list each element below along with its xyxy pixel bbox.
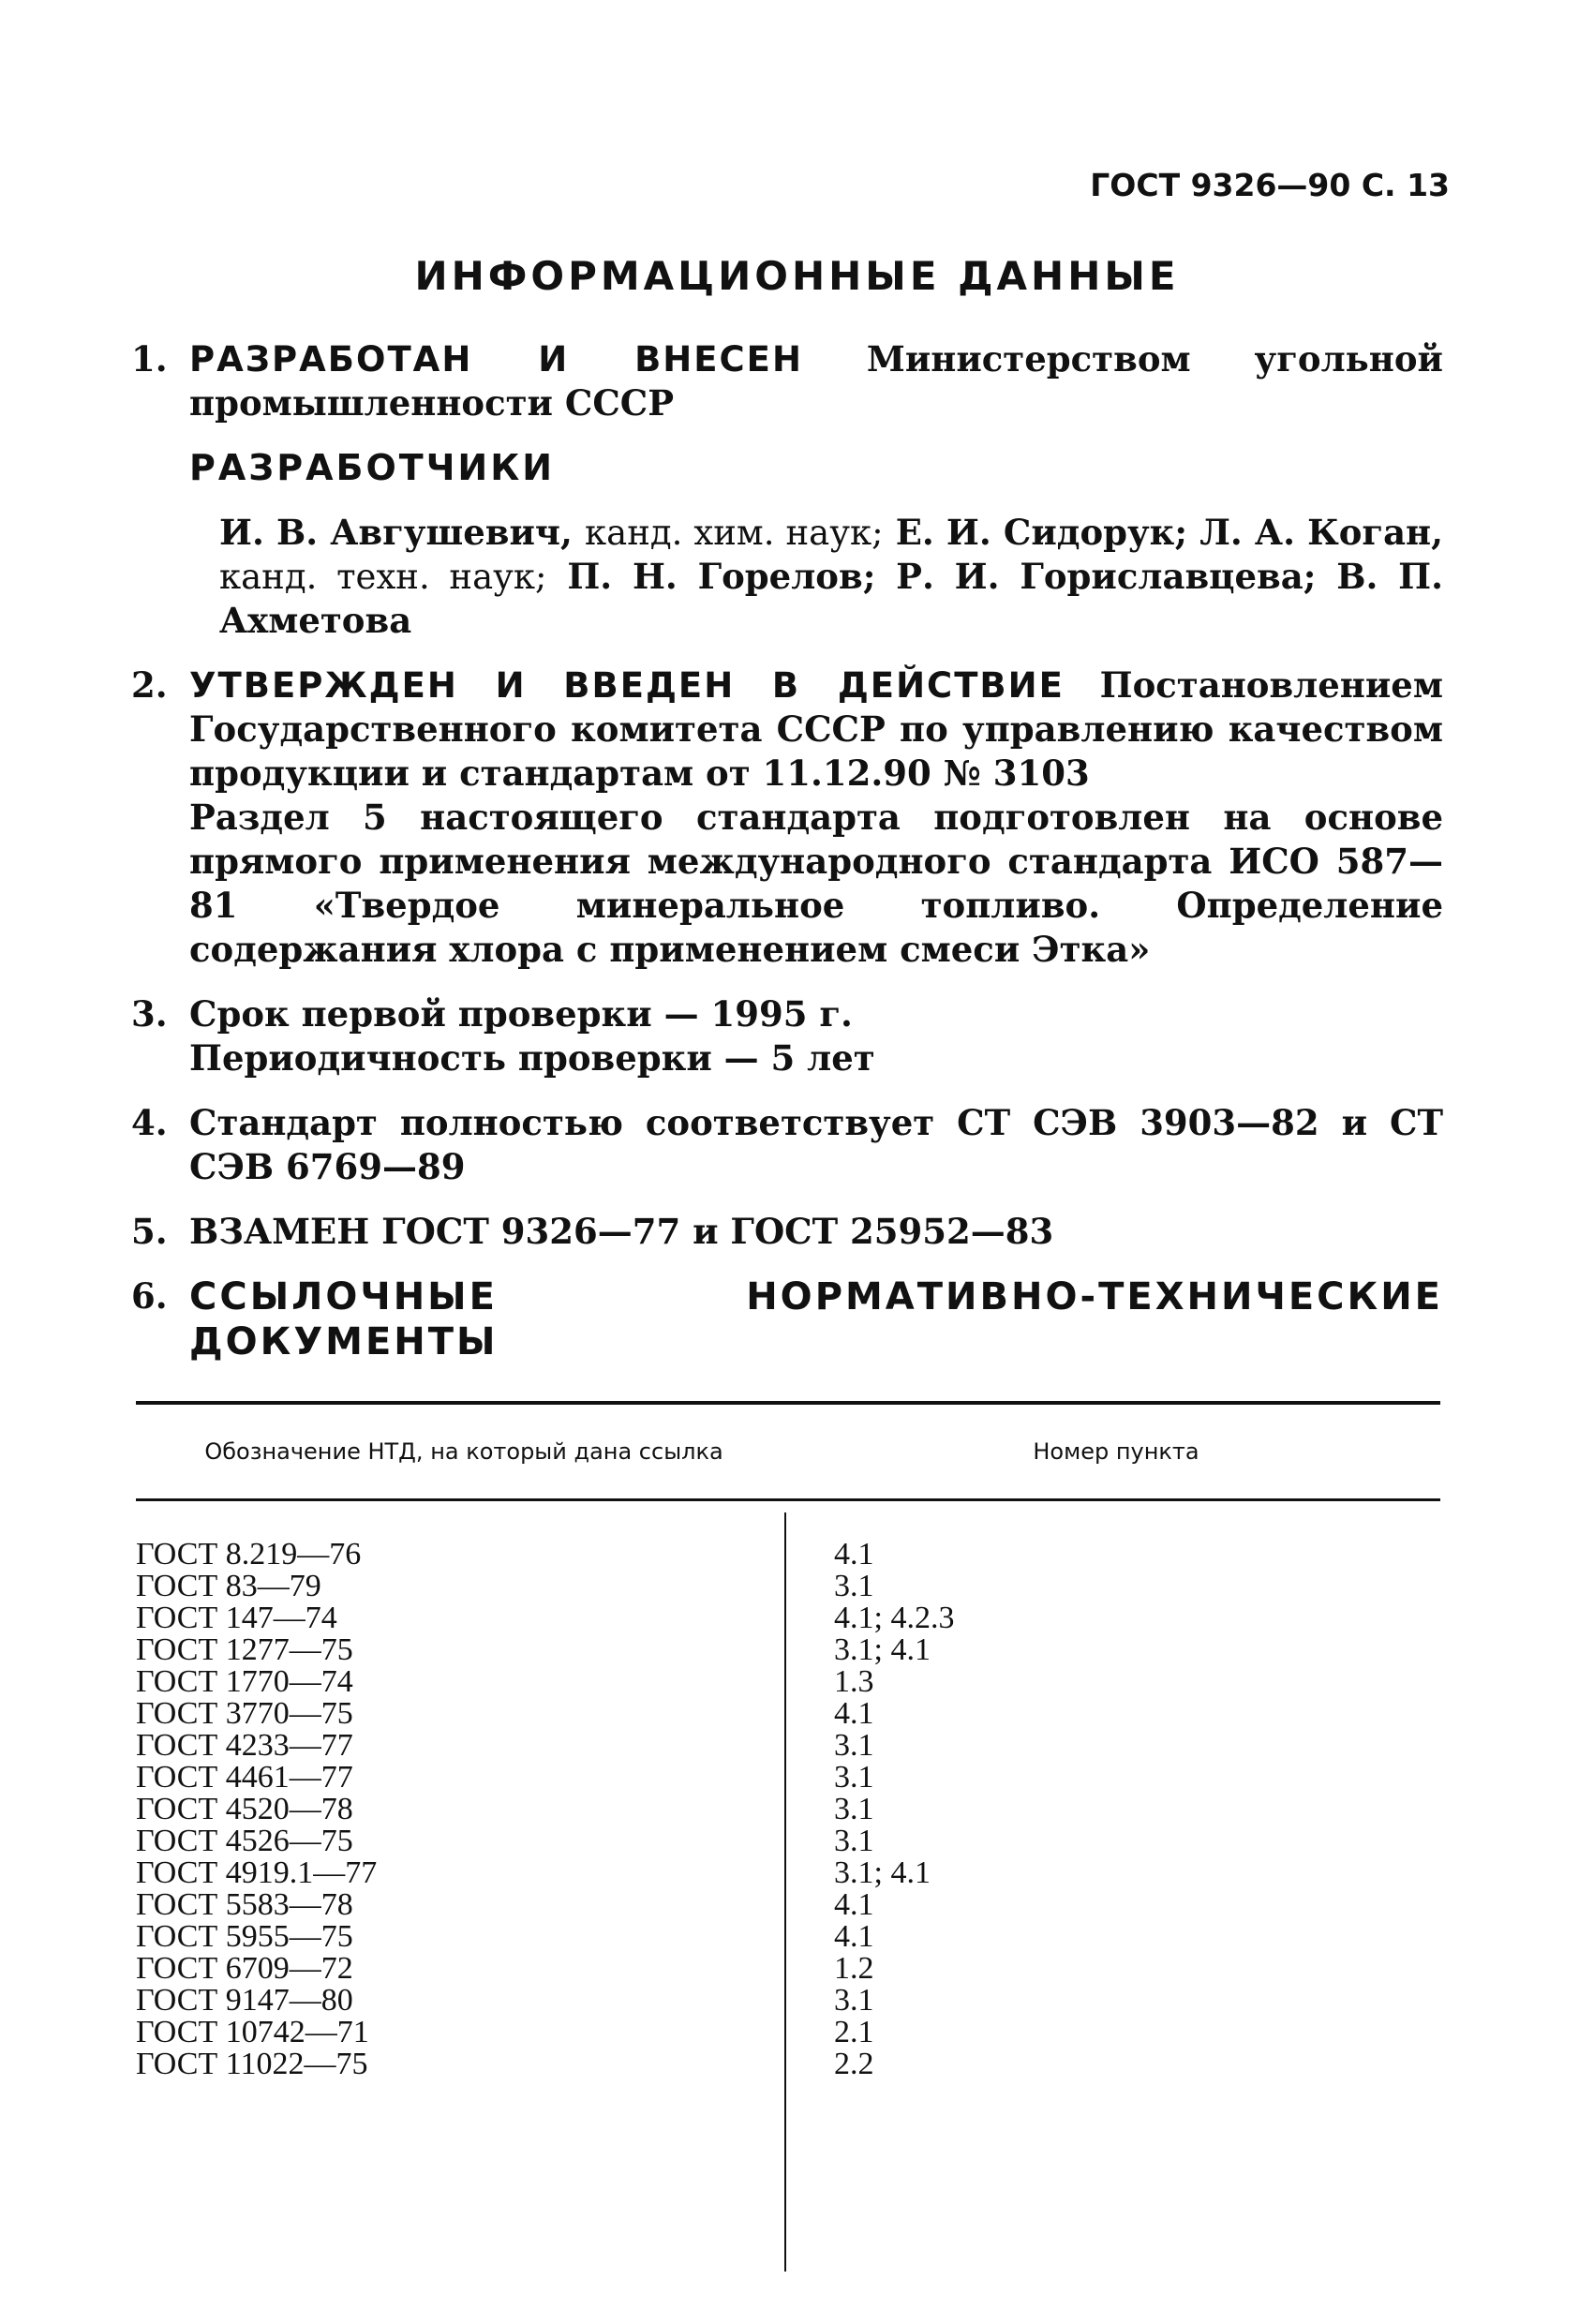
table-cell-clause: 3.1 xyxy=(834,1569,874,1603)
table-cell-clause: 1.3 xyxy=(834,1664,874,1699)
developer-degree: канд. техн. наук; xyxy=(219,557,547,597)
document-column xyxy=(136,1539,792,2080)
table-cell-clause: 2.2 xyxy=(834,2047,874,2081)
table-cell-document: ГОСТ 6709—72 xyxy=(136,1951,353,1986)
developer-name: Р. И. Гориславцева; xyxy=(896,556,1317,597)
table-cell-document: ГОСТ 5955—75 xyxy=(136,1919,353,1954)
section-text: Постановлением Государственного комитета СССР по управлению качеством продукции и стандартам от 11.12.90 № 3103 xyxy=(189,664,1443,794)
column-header-clause: Номер пункта xyxy=(1033,1438,1199,1465)
table-cell-document: ГОСТ 4233—77 xyxy=(136,1728,353,1763)
developers-heading: РАЗРАБОТЧИКИ xyxy=(189,447,556,488)
table-cell-document: ГОСТ 11022—75 xyxy=(136,2047,368,2081)
table-cell-document: ГОСТ 8.219—76 xyxy=(136,1537,362,1572)
table-cell-clause: 3.1 xyxy=(834,1760,874,1795)
section-3 xyxy=(131,992,1443,1080)
table-cell-clause: 4.1 xyxy=(834,1919,874,1954)
section-number: 6. xyxy=(131,1275,168,1317)
section-text: Стандарт полностью соответствует СТ СЭВ 3903—82 и СТ СЭВ 6769—89 xyxy=(189,1102,1443,1187)
table-cell-document: ГОСТ 1770—74 xyxy=(136,1664,353,1699)
table-cell-clause: 4.1; 4.2.3 xyxy=(834,1601,955,1635)
column-divider xyxy=(784,1512,786,2272)
developer-degree: канд. хим. наук; xyxy=(585,513,884,553)
table-cell-document: ГОСТ 4520—78 xyxy=(136,1792,353,1826)
section-number: 5. xyxy=(131,1211,168,1252)
developer-name: Л. А. Коган, xyxy=(1199,512,1444,553)
clause-column xyxy=(792,1539,1440,2080)
section-number: 4. xyxy=(131,1102,168,1143)
table-cell-clause: 3.1 xyxy=(834,1792,874,1826)
table-cell-clause: 4.1 xyxy=(834,1537,874,1572)
table-cell-clause: 3.1 xyxy=(834,1983,874,2018)
section-note: Раздел 5 настоящего стандарта подготовлен на основе прямого применения международного стандарта ИСО 587—81 «Твердое минеральное топливо. Определение содержания хлора с применением смеси Этка» xyxy=(189,797,1443,970)
developers-list xyxy=(219,511,1443,643)
table-cell-clause: 2.1 xyxy=(834,2015,874,2049)
table-header xyxy=(136,1405,1440,1498)
section-heading: УТВЕРЖДЕН И ВВЕДЕН В ДЕЙСТВИЕ xyxy=(189,665,1065,706)
table-cell-clause: 4.1 xyxy=(834,1887,874,1922)
section-number: 3. xyxy=(131,993,168,1035)
section-5 xyxy=(131,1210,1443,1254)
page-header: ГОСТ 9326—90 С. 13 xyxy=(1090,167,1450,203)
table-cell-document: ГОСТ 147—74 xyxy=(136,1601,337,1635)
section-2 xyxy=(131,663,1443,972)
table-cell-document: ГОСТ 1277—75 xyxy=(136,1632,353,1667)
section-4 xyxy=(131,1101,1443,1189)
table-cell-clause: 3.1; 4.1 xyxy=(834,1632,931,1667)
developer-name: П. Н. Горелов; xyxy=(567,556,876,597)
table-cell-document: ГОСТ 83—79 xyxy=(136,1569,321,1603)
section-text: ВЗАМЕН ГОСТ 9326—77 и ГОСТ 25952—83 xyxy=(189,1211,1054,1252)
section-heading: РАЗРАБОТАН И ВНЕСЕН xyxy=(189,339,803,380)
table-cell-clause: 4.1 xyxy=(834,1696,874,1731)
table-cell-document: ГОСТ 3770—75 xyxy=(136,1696,353,1731)
section-number: 1. xyxy=(131,338,168,380)
table-cell-document: ГОСТ 4526—75 xyxy=(136,1824,353,1858)
table-body xyxy=(136,1501,1440,2080)
table-cell-document: ГОСТ 9147—80 xyxy=(136,1983,353,2018)
table-cell-document: ГОСТ 10742—71 xyxy=(136,2015,369,2049)
section-number: 2. xyxy=(131,664,168,706)
developer-name: Е. И. Сидорук; xyxy=(895,512,1188,553)
section-6 xyxy=(131,1274,1443,1364)
developer-name: И. В. Авгушевич, xyxy=(219,512,573,553)
info-data-content xyxy=(131,337,1443,1385)
table-cell-clause: 3.1; 4.1 xyxy=(834,1855,931,1890)
table-cell-document: ГОСТ 4919.1—77 xyxy=(136,1855,378,1890)
table-cell-clause: 1.2 xyxy=(834,1951,874,1986)
section-text: ССЫЛОЧНЫЕ НОРМАТИВНО-ТЕХНИЧЕСКИЕ ДОКУМЕНТЫ xyxy=(189,1275,1443,1363)
developer-name: В. П. Ахметова xyxy=(219,556,1443,641)
document-title: ИНФОРМАЦИОННЫЕ ДАННЫЕ xyxy=(414,253,1180,299)
table-cell-document: ГОСТ 4461—77 xyxy=(136,1760,353,1795)
column-header-document: Обозначение НТД, на который дана ссылка xyxy=(204,1438,723,1465)
table-cell-document: ГОСТ 5583—78 xyxy=(136,1887,353,1922)
first-check-line: Срок первой проверки — 1995 г. xyxy=(189,993,853,1035)
reference-docs-table xyxy=(136,1401,1440,2080)
table-cell-clause: 3.1 xyxy=(834,1824,874,1858)
table-cell-clause: 3.1 xyxy=(834,1728,874,1763)
periodicity-line: Периодичность проверки — 5 лет xyxy=(189,1037,875,1079)
section-text: Министерством угольной промышленности СССР xyxy=(189,338,1443,424)
section-1 xyxy=(131,337,1443,425)
